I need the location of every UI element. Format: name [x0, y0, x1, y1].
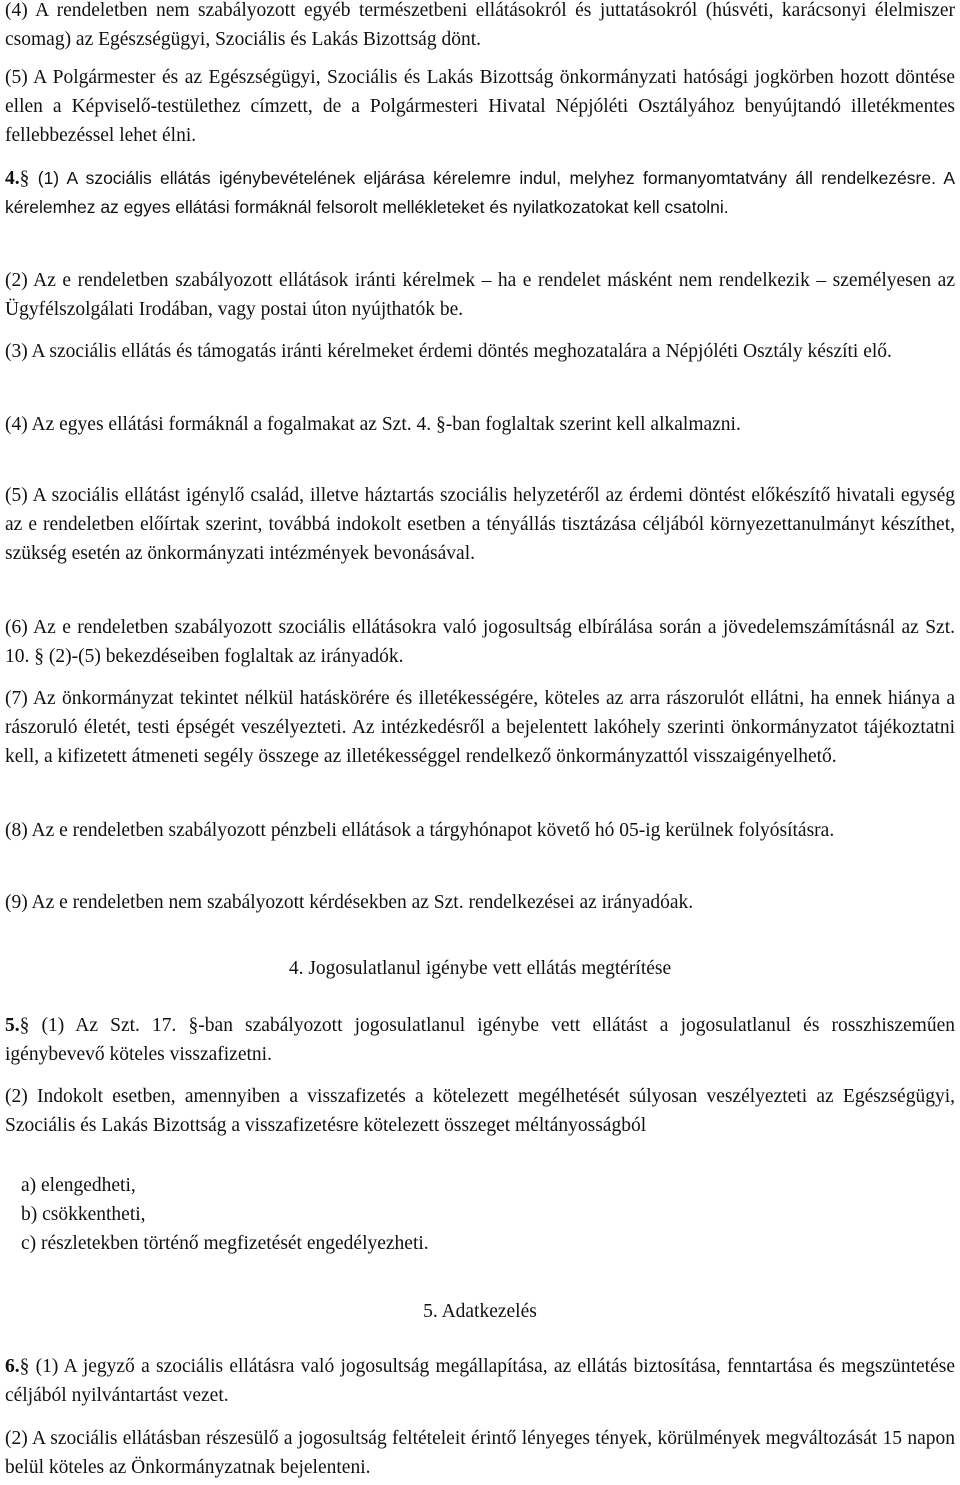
- paragraph-4-concepts: (4) Az egyes ellátási formáknál a fogalmakat az Szt. 4. §-ban foglaltak szerint kell alkalmazni.: [5, 414, 741, 435]
- section-number: 5.: [5, 1015, 20, 1036]
- section-6-paragraph-1: [5, 1352, 955, 1410]
- paragraph-text: (1) A szociális ellátás igénybevételének eljárása kérelemre indul, melyhez formanyomtatvány áll rendelkezésre. A kérelemhez az egyes ellátási formáknál felsorolt mellékleteket és nyilatkozatokat kell csatolni.: [5, 168, 956, 217]
- paragraph-text: (1) A jegyző a szociális ellátásra való jogosultság megállapítása, az ellátás biztosítása, fenntartása és megszüntetése céljából nyilvántartást vezet.: [5, 1356, 955, 1406]
- section-5-paragraph-1: [5, 1011, 955, 1069]
- chapter-4-heading: 4. Jogosulatlanul igénybe vett ellátás megtérítése: [288, 958, 672, 979]
- paragraph-4-other-benefits: (4) A rendeletben nem szabályozott egyéb természetbeni ellátásokról és juttatásokról (húsvéti, karácsonyi élelmiszer csomag) az Egészségügyi, Szociális és Lakás Bizottság dönt.: [5, 0, 955, 50]
- list-item-c: c) részletekben történő megfizetését engedélyezheti.: [21, 1233, 429, 1254]
- paragraph-9-governing: (9) Az e rendeletben nem szabályozott kérdésekben az Szt. rendelkezései az irányadóak.: [5, 892, 694, 913]
- chapter-5-heading: 5. Adatkezelés: [423, 1301, 537, 1322]
- paragraph-6-income: (6) Az e rendeletben szabályozott szociális ellátásokra való jogosultság elbírálása során a jövedelemszámításnál az Szt. 10. § (2)-(5) bekezdéseiben foglaltak az irányadók.: [5, 617, 955, 667]
- paragraph-7-obligation: (7) Az önkormányzat tekintet nélkül hatáskörére és illetékességére, köteles az arra rászorulót ellátni, ha ennek hiánya a rászoruló életét, testi épségét veszélyezteti. Az intézkedésről a bejelentett lakóhely szerinti önkormányzatot tájékoztatni kell, a kifizetett átmeneti segély összege az illetékességgel rendelkező önkormányzattól visszaigényelhető.: [5, 688, 955, 767]
- paragraph-2-submission: (2) Az e rendeletben szabályozott ellátások iránti kérelmek – ha e rendelet másként nem rendelkezik – személyesen az Ügyfélszolgálati Irodában, vagy postai úton nyújthatók be.: [5, 270, 955, 320]
- section-sign: §: [19, 168, 30, 189]
- section-number: 4.: [5, 168, 20, 189]
- section-sign: §: [19, 1015, 30, 1036]
- section-5-paragraph-2: (2) Indokolt esetben, amennyiben a visszafizetés a kötelezett megélhetését súlyosan veszélyezteti az Egészségügyi, Szociális és Lakás Bizottság a visszafizetésre kötelezett összeget méltányosságból: [5, 1086, 955, 1136]
- paragraph-5-environment-study: (5) A szociális ellátást igénylő család, illetve háztartás szociális helyzetéről az érdemi döntést előkészítő hivatali egység az e rendeletben előírtak szerint, továbbá indokolt esetben a tényállás tisztázása céljából környezettanulmányt készíthet, szükség esetén az önkormányzati intézmények bevonásával.: [5, 485, 955, 564]
- list-item-a: a) elengedheti,: [21, 1175, 136, 1196]
- paragraph-5-appeal: (5) A Polgármester és az Egészségügyi, Szociális és Lakás Bizottság önkormányzati hatósági jogkörben hozott döntése ellen a Képviselő-testülethez címzett, de a Polgármesteri Hivatal Népjóléti Osztályához benyújtandó illetékmentes fellebbezéssel lehet élni.: [5, 67, 955, 146]
- section-sign: §: [19, 1356, 30, 1377]
- paragraph-3-preparation: (3) A szociális ellátás és támogatás iránti kérelmeket érdemi döntés meghozatalára a Népjóléti Osztály készíti elő.: [5, 341, 892, 362]
- section-6-paragraph-2: (2) A szociális ellátásban részesülő a jogosultság feltételeit érintő lényeges tények, körülmények megváltozását 15 napon belül köteles az Önkormányzatnak bejelenteni.: [5, 1428, 955, 1478]
- list-item-b: b) csökkentheti,: [21, 1204, 146, 1225]
- section-4-paragraph-1: [5, 164, 955, 222]
- section-number: 6.: [5, 1356, 20, 1377]
- paragraph-text: (1) Az Szt. 17. §-ban szabályozott jogosulatlanul igénybe vett ellátást a jogosulatlanul és rosszhiszeműen igénybevevő köteles visszafizetni.: [5, 1015, 955, 1065]
- paragraph-8-payment: (8) Az e rendeletben szabályozott pénzbeli ellátások a tárgyhónapot követő hó 05-ig kerülnek folyósításra.: [5, 820, 835, 841]
